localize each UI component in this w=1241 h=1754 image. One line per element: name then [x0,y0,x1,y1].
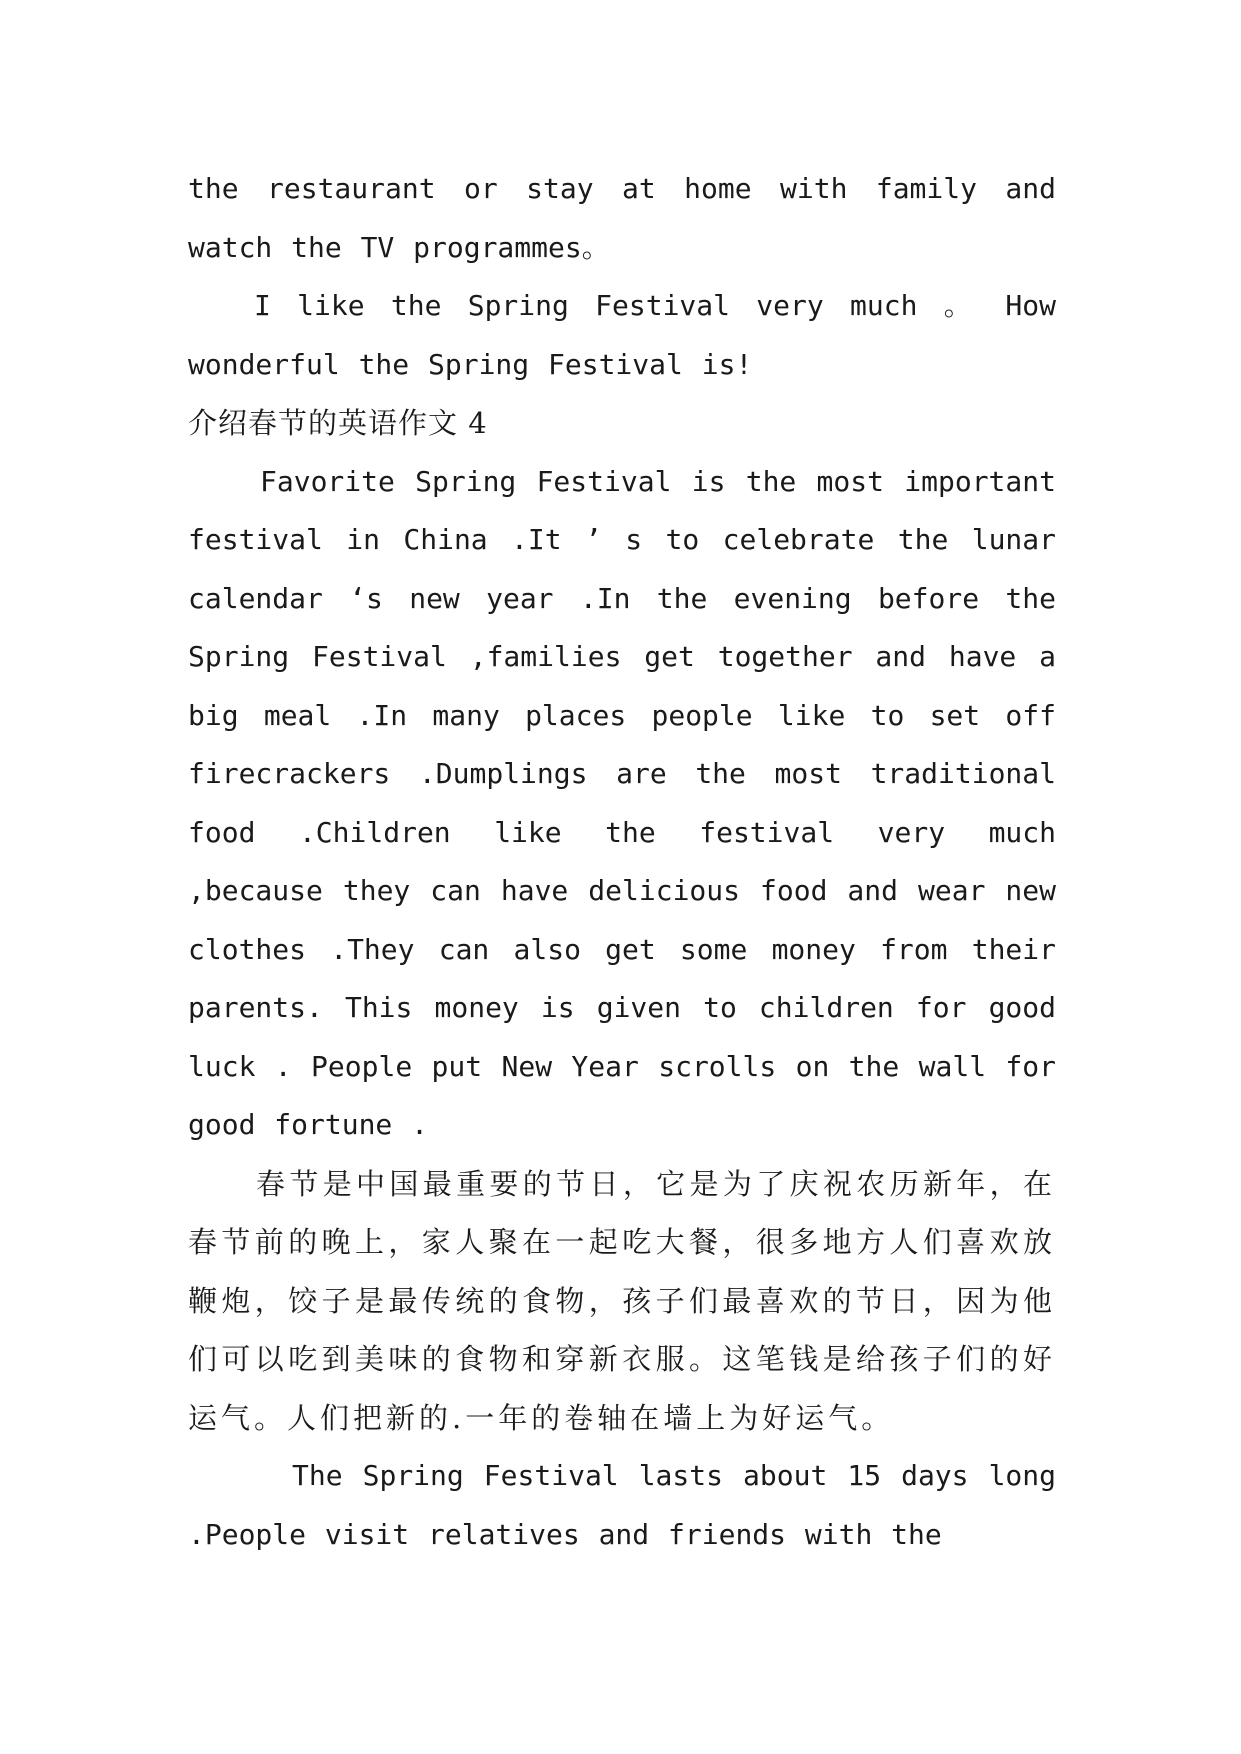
paragraph-like-spring-festival: I like the Spring Festival very much 。 How wonderful the Spring Festival is! [188,289,1056,381]
section-heading: 介绍春节的英语作文 4 [188,406,488,440]
paragraph-favorite-spring-festival: Favorite Spring Festival is the most important festival in China .It ’ s to celebrate the lunar calendar ‘s new year .In the evening before the Spring Festival ,families get together and have a big meal .In many places people like to set off firecrackers .Dumplings are the most traditional food .Children like the festival very much ,because they can have delicious food and wear new clothes .They can also get some money from their parents. This money is given to children for good luck . People put New Year scrolls on the wall for good fortune . [188,464,1056,1141]
document-page [188,160,1056,1564]
paragraph-festival-lasts: The Spring Festival lasts about 15 days long .People visit relatives and friends with the [188,1459,1056,1551]
paragraph-chinese-translation: 春节是中国最重要的节日，它是为了庆祝农历新年，在春节前的晚上，家人聚在一起吃大餐，很多地方人们喜欢放鞭炮，饺子是最传统的食物，孩子们最喜欢的节日，因为他们可以吃到美味的食物和穿新衣服。这笔钱是给孩子们的好运气。人们把新的.一年的卷轴在墙上为好运气。 [188,1166,1056,1435]
paragraph-restaurant: the restaurant or stay at home with family and watch the TV programmes。 [188,172,1056,264]
